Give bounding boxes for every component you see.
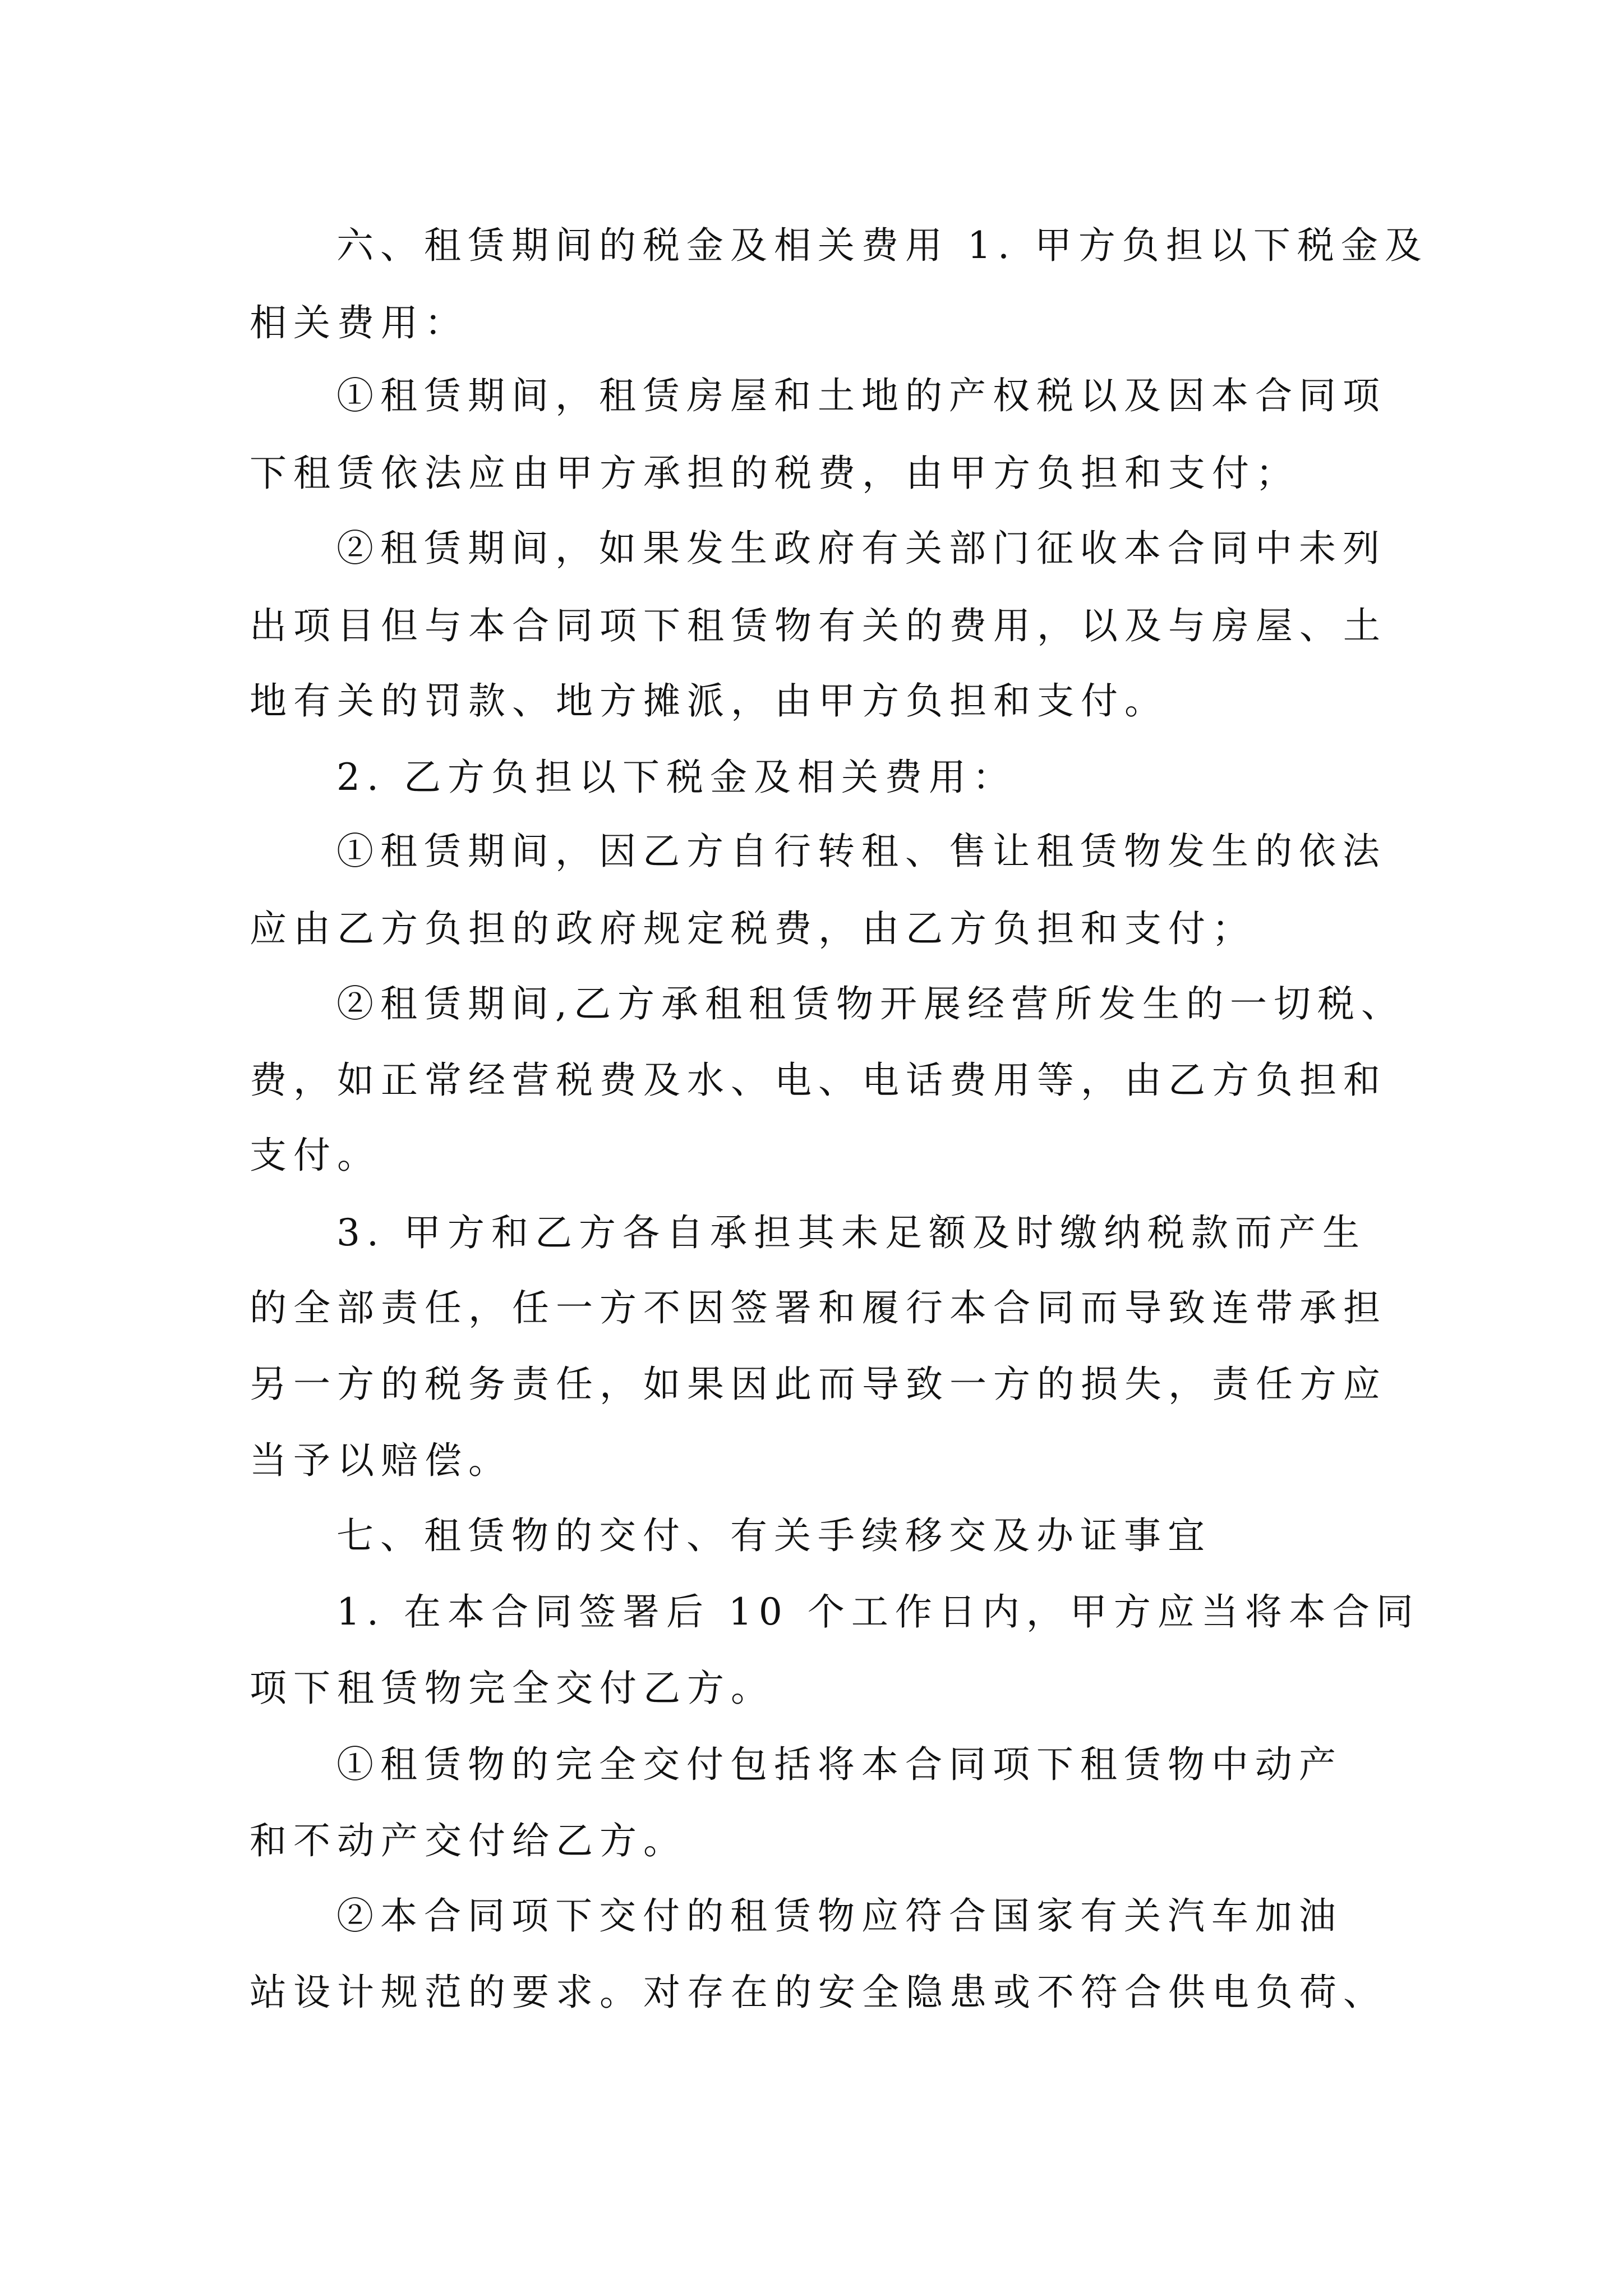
paragraph-line: 项下租赁物完全交付乙方。 bbox=[250, 1667, 774, 1710]
paragraph-line: ①租赁期间，租赁房屋和土地的产权税以及因本合同项 bbox=[336, 374, 1386, 417]
paragraph-line: ②本合同项下交付的租赁物应符合国家有关汽车加油 bbox=[336, 1894, 1343, 1938]
section-heading: 七、租赁物的交付、有关手续移交及办证事宜 bbox=[336, 1514, 1211, 1557]
paragraph-line: 的全部责任，任一方不因签署和履行本合同而导致连带承担 bbox=[250, 1286, 1387, 1329]
paragraph-line: 1. 在本合同签署后 10 个工作日内，甲方应当将本合同 bbox=[336, 1590, 1420, 1634]
paragraph-line: 出项目但与本合同项下租赁物有关的费用，以及与房屋、土 bbox=[250, 604, 1387, 647]
paragraph-line: 六、租赁期间的税金及相关费用 1. 甲方负担以下税金及 bbox=[336, 224, 1428, 267]
paragraph-line: 支付。 bbox=[250, 1134, 381, 1177]
paragraph-line: 当予以赔偿。 bbox=[250, 1439, 512, 1482]
paragraph-line: 3. 甲方和乙方各自承担其未足额及时缴纳税款而产生 bbox=[336, 1211, 1366, 1254]
paragraph-line: 相关费用： bbox=[250, 301, 468, 344]
paragraph-line: ①租赁物的完全交付包括将本合同项下租赁物中动产 bbox=[336, 1743, 1343, 1786]
paragraph-line: 应由乙方负担的政府规定税费，由乙方负担和支付； bbox=[250, 907, 1256, 950]
paragraph-line: 地有关的罚款、地方摊派，由甲方负担和支付。 bbox=[250, 679, 1168, 723]
paragraph-line: 费，如正常经营税费及水、电、电话费用等，由乙方负担和 bbox=[250, 1059, 1387, 1102]
paragraph-line: 另一方的税务责任，如果因此而导致一方的损失，责任方应 bbox=[250, 1363, 1387, 1406]
paragraph-line: ①租赁期间，因乙方自行转租、售让租赁物发生的依法 bbox=[336, 830, 1386, 873]
paragraph-line: 2. 乙方负担以下税金及相关费用： bbox=[336, 756, 1016, 799]
paragraph-line: 站设计规范的要求。对存在的安全隐患或不符合供电负荷、 bbox=[250, 1971, 1387, 2014]
paragraph-line: ②租赁期间,乙方承租租赁物开展经营所发生的一切税、 bbox=[336, 982, 1405, 1025]
paragraph-line: 和不动产交付给乙方。 bbox=[250, 1819, 687, 1862]
paragraph-line: 下租赁依法应由甲方承担的税费，由甲方负担和支付； bbox=[250, 452, 1299, 495]
paragraph-line: ②租赁期间，如果发生政府有关部门征收本合同中未列 bbox=[336, 527, 1386, 570]
